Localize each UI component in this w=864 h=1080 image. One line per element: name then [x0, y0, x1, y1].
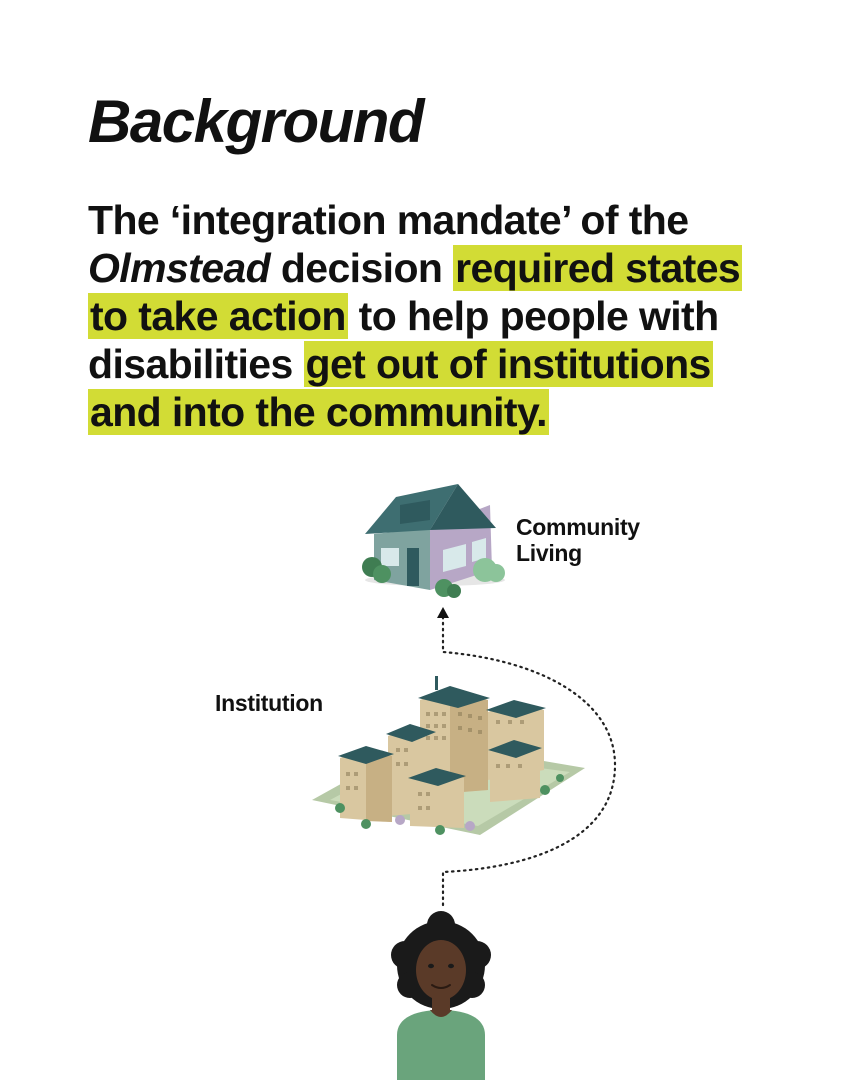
lead-text-1: The ‘integration mandate’ of the	[88, 197, 689, 243]
lead-text-3: to help people with disabilities	[88, 293, 719, 387]
highlight-out-of-institutions: get out of institutions and into the community.	[90, 341, 711, 435]
lead-text-2: decision	[270, 245, 454, 291]
label-institution: Institution	[215, 690, 323, 716]
person-icon	[391, 911, 491, 1080]
label-community-living: Community Living	[516, 514, 640, 566]
arrow-up-icon	[437, 607, 449, 618]
highlight-required-states: required states to take action	[90, 245, 741, 339]
page-title: Background	[88, 88, 424, 155]
house-icon	[362, 484, 505, 598]
institution-buildings-icon	[312, 676, 585, 835]
case-name: Olmstead	[88, 245, 271, 291]
